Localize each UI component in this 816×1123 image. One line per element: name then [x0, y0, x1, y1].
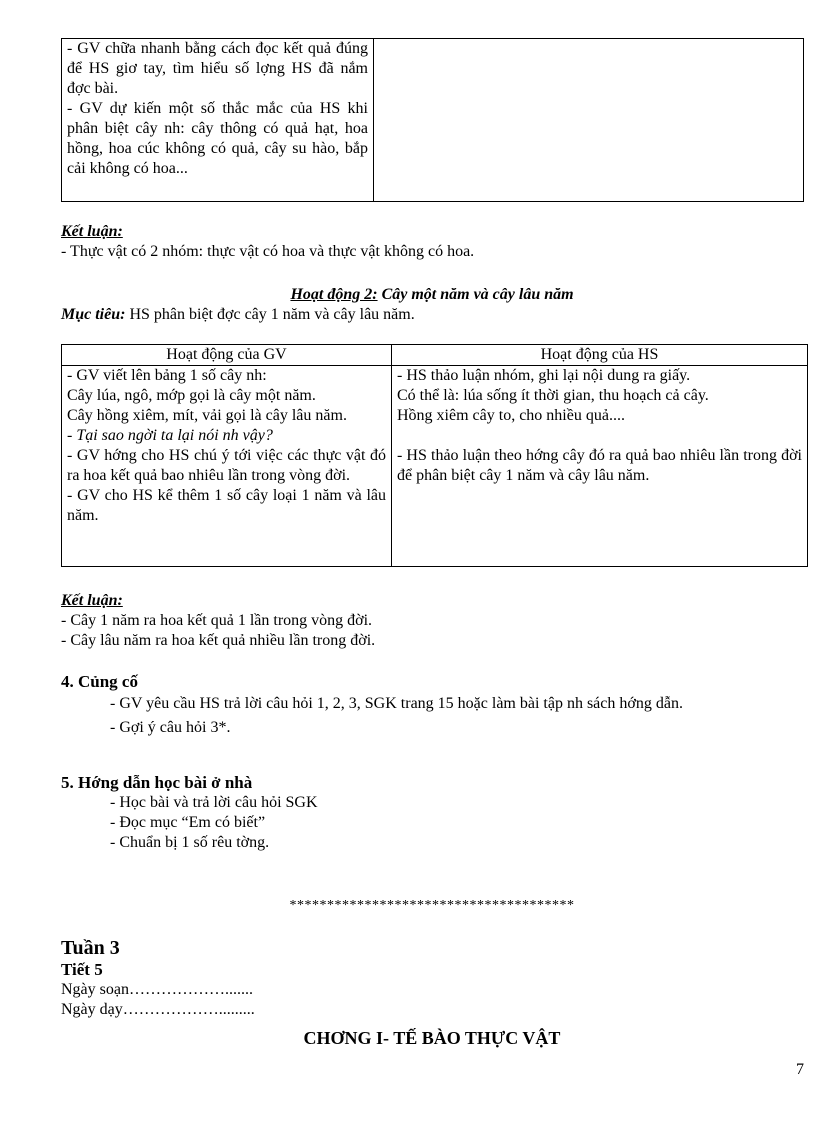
section-5-title: 5. Hớng dẫn học bài ở nhà [61, 773, 253, 792]
gv-cell [62, 366, 392, 567]
gv-line: - GV viết lên bảng 1 số cây nh: [67, 367, 267, 384]
activity-2-label: Hoạt động 2: [290, 286, 378, 303]
objective-text: HS phân biệt đợc cây 1 năm và cây lâu năm. [125, 306, 415, 323]
section-4-title: 4. Củng cố [61, 672, 138, 691]
conclusion-1 [61, 222, 803, 262]
conclusion-text: - Cây 1 năm ra hoa kết quả 1 lần trong vòng đời. [61, 612, 373, 629]
lesson-header [61, 936, 803, 1020]
separator-stars: ************************************** [289, 898, 575, 913]
header-gv: Hoạt động của GV [62, 345, 392, 366]
hs-line: - HS thảo luận theo hớng cây đó ra quả bao nhiêu lần trong đời để phân biệt cây 1 năm và cây lâu năm. [397, 447, 802, 484]
table-continued-gv-cell [62, 39, 374, 202]
prep-date: Ngày soạn………………....... [61, 981, 253, 998]
activity-2-heading [61, 285, 803, 305]
week-title: Tuần 3 [61, 937, 120, 959]
gv-question: - Tại sao ngời ta lại nói nh vậy? [67, 427, 273, 444]
table-continued-line: - GV chữa nhanh bằng cách đọc kết quả đúng để HS giơ tay, tìm hiểu số lợng HS đã nắm đợc bài. [67, 40, 368, 97]
gv-line: Cây lúa, ngô, mớp gọi là cây một năm. [67, 387, 316, 404]
activity-2-objective [61, 305, 803, 325]
hs-line: - HS thảo luận nhóm, ghi lại nội dung ra giấy. [397, 367, 691, 384]
chapter-title: CHƠNG I- TẾ BÀO THỰC VẬT [303, 1028, 561, 1048]
section-4-line: - Gợi ý câu hỏi 3*. [110, 719, 231, 736]
objective-label: Mục tiêu: [61, 306, 126, 323]
hs-line: Có thể là: lúa sống ít thời gian, thu hoạch cả cây. [397, 387, 709, 404]
page-number: 7 [796, 1061, 804, 1078]
gv-line: Cây hồng xiêm, mít, vải gọi là cây lâu năm. [67, 407, 347, 424]
section-5-item: - Đọc mục “Em có biết” [110, 814, 266, 831]
conclusion-text: - Thực vật có 2 nhóm: thực vật có hoa và thực vật không có hoa. [61, 243, 475, 260]
conclusion-text: - Cây lâu năm ra hoa kết quả nhiều lần trong đời. [61, 632, 376, 649]
section-5-item: - Chuẩn bị 1 số rêu tờng. [110, 834, 270, 851]
conclusion-heading: Kết luận: [61, 592, 123, 609]
hs-line: Hồng xiêm cây to, cho nhiều quả.... [397, 407, 625, 424]
section-4-line: - GV yêu cầu HS trả lời câu hỏi 1, 2, 3, SGK trang 15 hoặc làm bài tập nh sách hớng dẫn. [110, 695, 683, 712]
gv-line: - GV hớng cho HS chú ý tới việc các thực vật đó ra hoa kết quả bao nhiêu lần trong vòng đời. [67, 447, 386, 484]
table-continued-hs-cell [374, 39, 804, 202]
conclusion-2 [61, 591, 803, 651]
table-header-row [62, 345, 808, 366]
section-5-item: - Học bài và trả lời câu hỏi SGK [110, 794, 318, 811]
section-4 [61, 672, 791, 738]
lesson-title: Tiết 5 [61, 960, 103, 979]
table-row [62, 366, 808, 567]
section-5 [61, 773, 803, 853]
hs-cell [392, 366, 808, 567]
table-continued [61, 38, 804, 202]
header-hs: Hoạt động của HS [392, 345, 808, 366]
teach-date: Ngày dạy………………......... [61, 1001, 255, 1018]
activity-2-table [61, 344, 808, 567]
conclusion-heading: Kết luận: [61, 223, 123, 240]
table-continued-line: - GV dự kiến một số thắc mắc của HS khi phân biệt cây nh: cây thông có quả hạt, hoa hồng, hoa cúc không có quả, cây su hào, bắp cải không có hoa... [67, 100, 368, 177]
gv-line: - GV cho HS kể thêm 1 số cây loại 1 năm và lâu năm. [67, 487, 386, 524]
activity-2-title: Cây một năm và cây lâu năm [377, 286, 574, 303]
